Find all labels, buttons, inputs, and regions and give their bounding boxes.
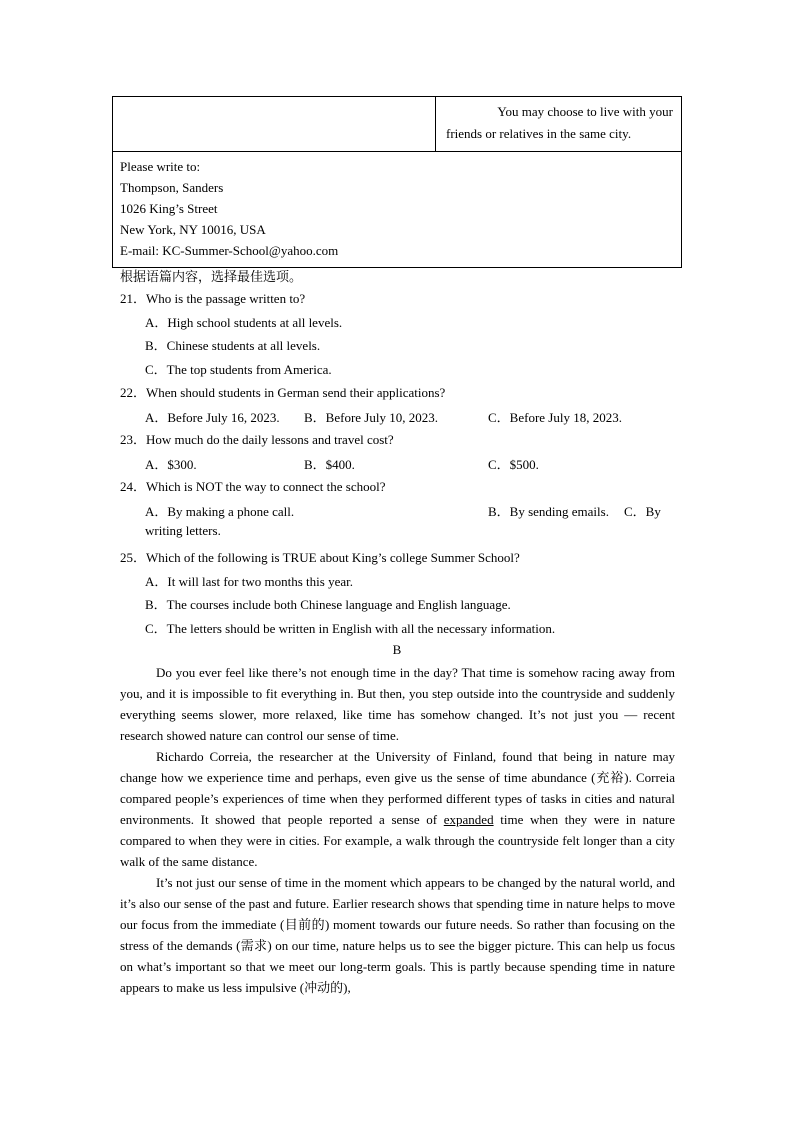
- question-stem: 21．Who is the passage written to?: [120, 291, 306, 306]
- address-line: 1026 King’s Street: [120, 201, 218, 216]
- info-table: [112, 96, 682, 268]
- paragraph: Do you ever feel like there’s not enough time in the day? That time is somehow racing away from you, and it is impossible to fit everything in. But then, you step outside into the countryside and suddenly everything seems slower, more relaxed, like time has somehow changed. It’s not just you — recent research showed nature can control our sense of time.: [120, 665, 675, 743]
- option: B．Before July 10, 2023.: [304, 409, 438, 425]
- address-line: Thompson, Sanders: [120, 180, 224, 195]
- option: C．$500.: [488, 456, 539, 472]
- note-line: You may choose to live with your: [497, 104, 673, 119]
- option: A．High school students at all levels.: [145, 314, 343, 330]
- option: A．By making a phone call.: [145, 503, 295, 519]
- question-stem: 25．Which of the following is TRUE about King’s college Summer School?: [120, 550, 520, 565]
- option-row: [120, 454, 682, 474]
- section-title: B: [392, 642, 402, 657]
- address-line: Please write to:: [120, 159, 201, 174]
- option: C．The letters should be written in English with all the necessary information.: [145, 620, 556, 636]
- question-stem: 24．Which is NOT the way to connect the school?: [120, 479, 386, 494]
- option: B．The courses include both Chinese language and English language.: [145, 597, 511, 612]
- question-stem: 22．When should students in German send their applications?: [120, 385, 446, 400]
- address-line: E-mail: KC-Summer-School@yahoo.com: [120, 243, 339, 258]
- paragraph: It’s not just our sense of time in the moment which appears to be changed by the natural world, and it’s also our sense of the past and future. Earlier research shows that spending time in nature helps to move our focus from the immediate (目前的) moment towards our future needs. So rather than focusing on the stress of the demands (需求) on our time, nature helps us to see the bigger picture. This can help us focus on what’s important so that we meet our long-term goals. This is partly because spending time in nature appears to make us less impulsive (冲动的),: [120, 875, 675, 995]
- option: A．Before July 16, 2023.: [145, 409, 280, 425]
- reading-passage: [120, 662, 675, 998]
- address-cell: [113, 152, 682, 268]
- option-row: [120, 407, 682, 427]
- question-list: [120, 289, 682, 642]
- option: B．$400.: [304, 456, 355, 472]
- question-stem: 23．How much do the daily lessons and travel cost?: [120, 432, 394, 447]
- address-line: New York, NY 10016, USA: [120, 222, 266, 237]
- paragraph-text: time when they were in nature compared to when they were in cities. For example, a walk through the countryside felt longer than a city walk of the same distance.: [120, 812, 675, 869]
- option-row: [120, 501, 682, 545]
- table-note-cell: [436, 97, 682, 152]
- option: A．$300.: [145, 456, 197, 472]
- option: A．It will last for two months this year.: [145, 573, 353, 589]
- instruction: 根据语篇内容，选择最佳选项。: [120, 270, 303, 285]
- paragraph: [120, 746, 675, 872]
- option: C．Before July 18, 2023.: [488, 409, 622, 425]
- table-empty-cell: [113, 97, 436, 152]
- paragraph-text: Richardo Correia, the researcher at the University of Finland, found that being in nature may change how we experience time and perhaps, even give us the sense of time abundance (充裕). Correia compared people’s experiences of time when they performed different types of tasks in cities and natural environments. It showed that people reported a sense of: [120, 749, 675, 827]
- option: B．By sending emails.: [488, 503, 609, 519]
- underlined-word: expanded: [443, 812, 494, 827]
- option: C．By: [624, 503, 661, 519]
- option-continuation: writing letters.: [145, 522, 221, 538]
- option: C．The top students from America.: [145, 361, 332, 377]
- note-line: friends or relatives in the same city.: [446, 126, 632, 141]
- option: B．Chinese students at all levels.: [145, 338, 321, 353]
